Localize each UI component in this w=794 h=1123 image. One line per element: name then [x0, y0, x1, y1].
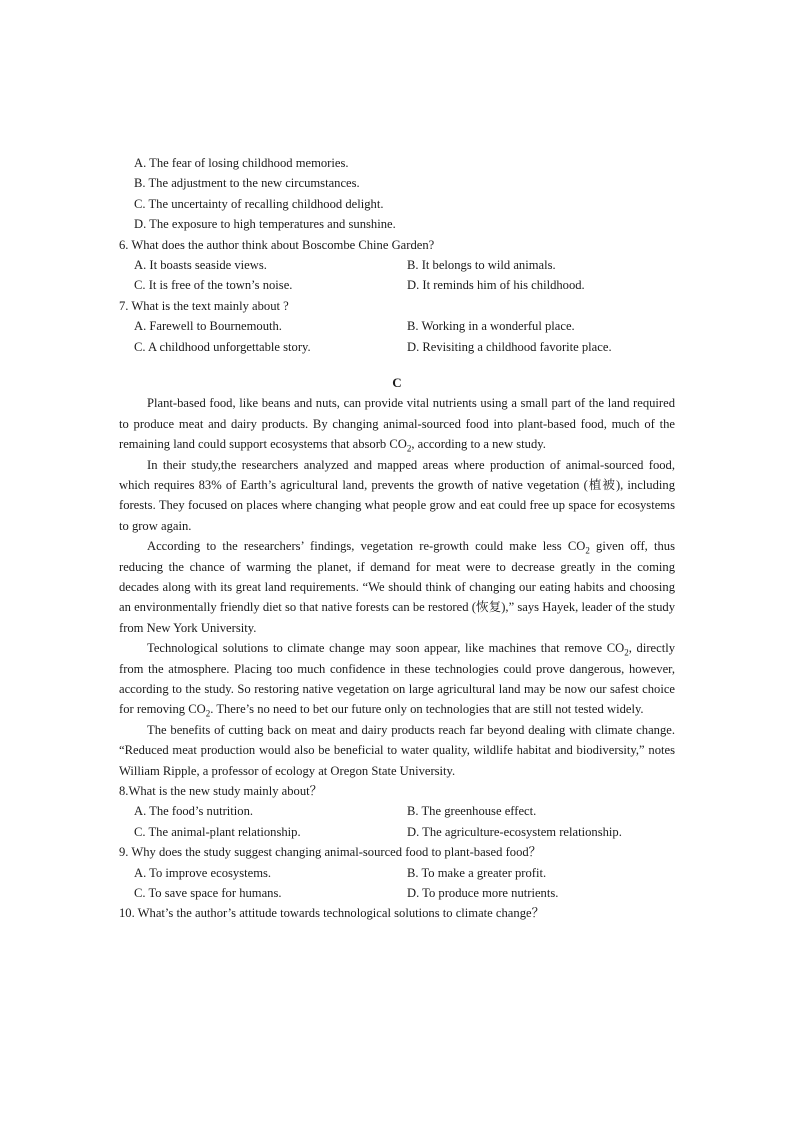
co2-subscript: 2	[585, 545, 590, 556]
p1-text-a: Plant-based food, like beans and nuts, can provide vital nutrients using a small part of the land required to produce meat and dairy products. By changing animal-sourced food into plant-based food, much of the remaining land could support ecosystems that absorb CO	[119, 396, 675, 452]
p4-text-c: . There’s no need to bet our future only on technologies that are still not tested widely.	[210, 702, 644, 717]
q7-question: 7. What is the text mainly about ?	[119, 298, 289, 313]
q5-option-b: B. The adjustment to the new circumstances.	[134, 176, 360, 191]
p4-text-a: Technological solutions to climate change may soon appear, like machines that remove CO	[147, 641, 625, 656]
q6-options-row-1	[119, 255, 675, 275]
q6-options-row-2	[119, 275, 675, 295]
passage-paragraph-4	[119, 638, 675, 720]
q5-option-d: D. The exposure to high temperatures and sunshine.	[134, 217, 396, 232]
q5-option-a: A. The fear of losing childhood memories.	[134, 156, 349, 170]
q7-option-a: A. Farewell to Bournemouth.	[134, 319, 282, 334]
q9-option-c: C. To save space for humans.	[134, 885, 282, 900]
q8-option-c: C. The animal-plant relationship.	[134, 824, 301, 839]
q5-option-c: C. The uncertainty of recalling childhood delight.	[134, 196, 384, 211]
q7-options-row-2	[119, 337, 675, 357]
q9-options-row-2	[119, 883, 675, 903]
section-c-title: C	[392, 374, 402, 390]
q8-options-row-2	[119, 822, 675, 842]
q6-option-a: A. It boasts seaside views.	[134, 257, 267, 272]
q6-option-c: C. It is free of the town’s noise.	[134, 278, 293, 293]
q9-options-row-1	[119, 863, 675, 883]
p3-text-b: given off, thus reducing the chance of warming the planet, if demand for meat were to decrease greatly in the coming decades along with its great land requirements. “We should think of changing our eating habits and choosing an environmentally friendly diet so that native forests can be restored (恢复),” says Hayek, leader of the study from New York University.	[119, 539, 675, 635]
q10-question: 10. What’s the author’s attitude towards technological solutions to climate change？	[119, 906, 545, 921]
q9-option-b: B. To make a greater profit.	[407, 865, 547, 880]
q8-option-d: D. The agriculture-ecosystem relationship.	[407, 824, 622, 839]
p3-text-a: According to the researchers’ findings, vegetation re-growth could make less CO	[147, 539, 586, 554]
passage-paragraph-3	[119, 536, 675, 638]
q8-question: 8.What is the new study mainly about？	[119, 784, 323, 799]
co2-subscript: 2	[406, 443, 412, 454]
q8-option-b: B. The greenhouse effect.	[407, 804, 537, 819]
q8-options-row-1	[119, 801, 675, 821]
q8-option-a: A. The food’s nutrition.	[134, 804, 254, 819]
q7-option-b: B. Working in a wonderful place.	[407, 319, 575, 334]
q9-question: 9. Why does the study suggest changing animal-sourced food to plant-based food？	[119, 845, 542, 860]
p1-text-b: , according to a new study.	[411, 437, 546, 452]
p4-text-b: , directly from the atmosphere. Placing too much confidence in these technologies could prove dangerous, however, according to the study. So restoring native vegetation on large agricultural land may be now our safest choice for removing CO	[119, 641, 675, 717]
page-content	[119, 153, 675, 924]
q7-option-d: D. Revisiting a childhood favorite place.	[407, 339, 612, 354]
co2-subscript: 2	[205, 708, 211, 719]
passage-paragraph-5: The benefits of cutting back on meat and dairy products reach far beyond dealing with climate change. “Reduced meat production would also be beneficial to water quality, wildlife habitat and biodiversity,” notes William Ripple, a professor of ecology at Oregon State University.	[119, 722, 675, 778]
co2-subscript: 2	[624, 647, 629, 658]
q6-option-b: B. It belongs to wild animals.	[407, 257, 556, 272]
q9-option-d: D. To produce more nutrients.	[407, 885, 559, 900]
passage-paragraph-1	[119, 393, 675, 454]
q7-option-c: C. A childhood unforgettable story.	[134, 339, 311, 354]
passage-paragraph-2: In their study,the researchers analyzed and mapped areas where production of animal-sourced food, which requires 83% of Earth’s agricultural land, prevents the growth of native vegetation (植被), including forests. They focused on places where changing what people grow and eat could free up space for ecosystems to grow again.	[119, 457, 675, 533]
q6-question: 6. What does the author think about Boscombe Chine Garden?	[119, 237, 435, 252]
q9-option-a: A. To improve ecosystems.	[134, 865, 272, 880]
q6-option-d: D. It reminds him of his childhood.	[407, 278, 585, 293]
q7-options-row-1	[119, 316, 675, 336]
